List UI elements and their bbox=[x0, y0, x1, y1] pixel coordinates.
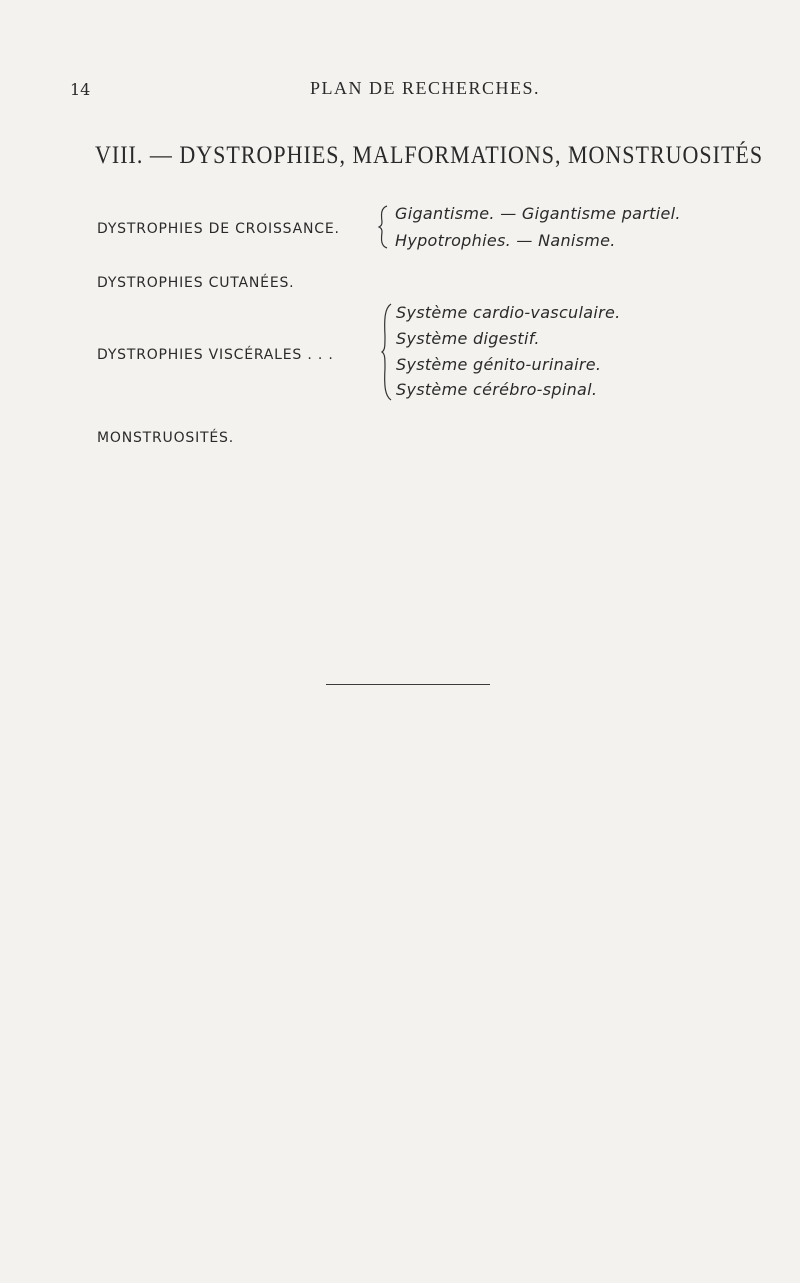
item-systeme-digestif: Système digestif. bbox=[396, 329, 540, 348]
page-number: 14 bbox=[70, 80, 91, 99]
item-hypotrophies: Hypotrophies. — Nanisme. bbox=[395, 231, 616, 250]
category-dystrophies-cutanees: DYSTROPHIES CUTANÉES. bbox=[97, 275, 295, 291]
category-dystrophies-croissance: DYSTROPHIES DE CROISSANCE. bbox=[97, 221, 340, 237]
brace-viscerales bbox=[380, 302, 394, 402]
item-systeme-cerebro-spinal: Système cérébro-spinal. bbox=[396, 380, 598, 399]
section-title: VIII. — DYSTROPHIES, MALFORMATIONS, MONSTRUOSITÉS bbox=[95, 140, 764, 169]
running-head: PLAN DE RECHERCHES. bbox=[310, 78, 541, 98]
item-systeme-cardio-vasculaire: Système cardio-vasculaire. bbox=[396, 303, 621, 322]
category-monstruosites: MONSTRUOSITÉS. bbox=[97, 430, 234, 446]
category-dystrophies-viscerales: DYSTROPHIES VISCÉRALES . . . bbox=[97, 347, 334, 363]
end-rule-divider bbox=[326, 684, 490, 685]
item-gigantisme: Gigantisme. — Gigantisme partiel. bbox=[395, 204, 681, 223]
brace-croissance bbox=[377, 204, 391, 250]
item-systeme-genito-urinaire: Système génito-urinaire. bbox=[396, 355, 602, 374]
